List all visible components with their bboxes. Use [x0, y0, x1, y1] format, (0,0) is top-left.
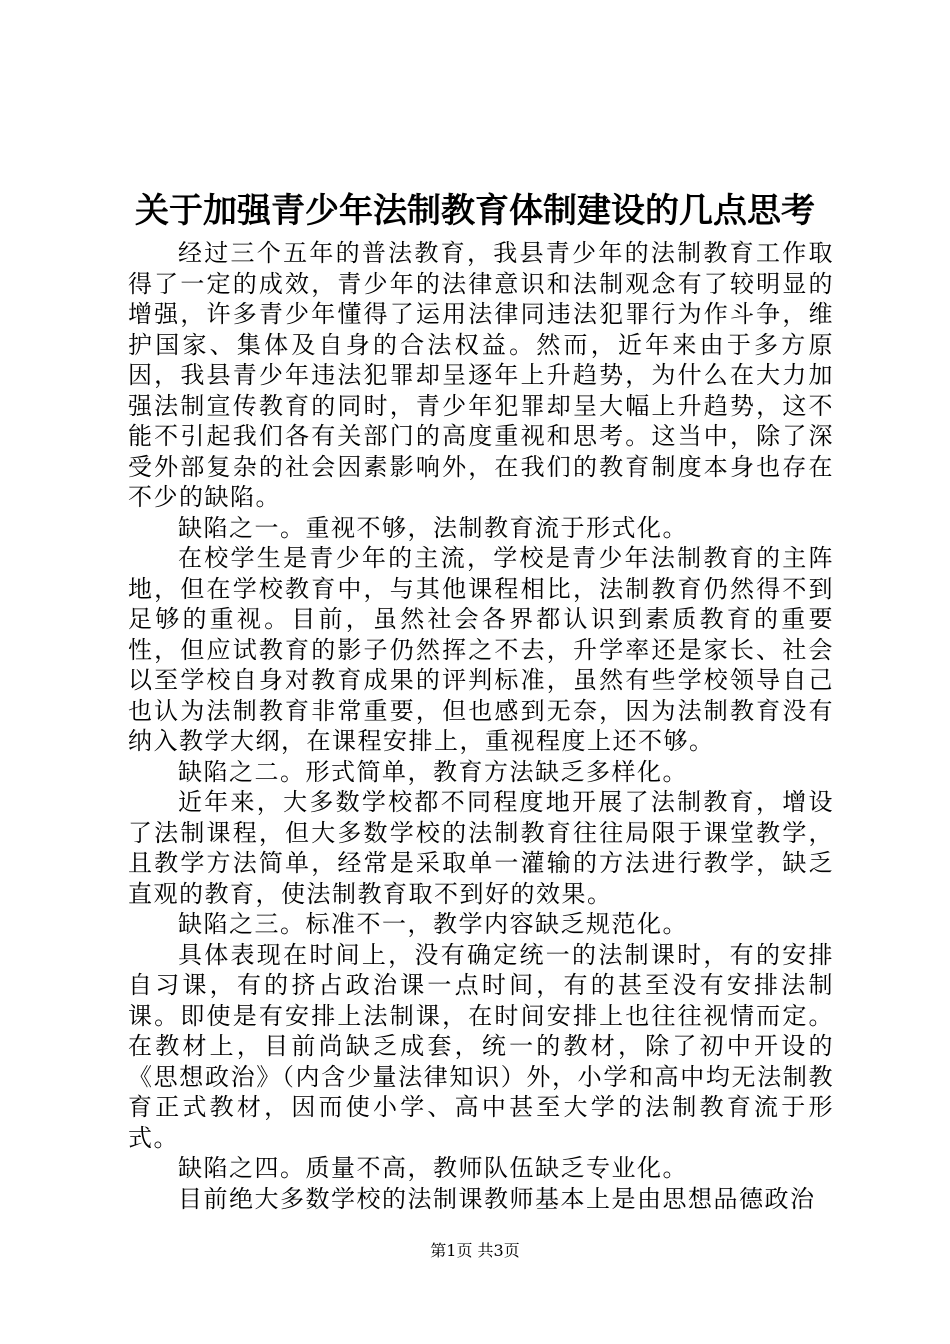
paragraph-defect-3: 具体表现在时间上，没有确定统一的法制课时，有的安排自习课，有的挤占政治课一点时间，有的甚至没有安排法制课。即使是有安排上法制课，在时间安排上也往往视情而定。在教材上，目前尚缺乏成套，统一的教材，除了初中开设的《思想政治》（内含少量法律知识）外，小学和高中均无法制教育正式教材，因而使小学、高中甚至大学的法制教育流于形式。 — [128, 940, 834, 1152]
page-number-footer: 第1页 共3页 — [430, 1241, 520, 1260]
document-title: 关于加强青少年法制教育体制建设的几点思考 — [135, 191, 815, 231]
document-body — [128, 238, 834, 1214]
heading-defect-3: 缺陷之三。标准不一，教学内容缺乏规范化。 — [178, 910, 688, 938]
heading-defect-1: 缺陷之一。重视不够，法制教育流于形式化。 — [178, 513, 688, 542]
heading-defect-2: 缺陷之二。形式简单，教育方法缺乏多样化。 — [178, 757, 688, 786]
paragraph-defect-1: 在校学生是青少年的主流，学校是青少年法制教育的主阵地，但在学校教育中，与其他课程相比，法制教育仍然得不到足够的重视。目前，虽然社会各界都认识到素质教育的重要性，但应试教育的影子仍然挥之不去，升学率还是家长、社会以至学校自身对教育成果的评判标准，虽然有些学校领导自己也认为法制教育非常重要，但也感到无奈，因为法制教育没有纳入教学大纲，在课程安排上，重视程度上还不够。 — [128, 544, 834, 755]
paragraph-defect-2: 近年来，大多数学校都不同程度地开展了法制教育，增设了法制课程，但大多数学校的法制教育往往局限于课堂教学，且教学方法简单，经常是采取单一灌输的方法进行教学，缺乏直观的教育，使法制教育取不到好的效果。 — [128, 788, 834, 908]
paragraph-intro: 经过三个五年的普法教育，我县青少年的法制教育工作取得了一定的成效，青少年的法律意识和法制观念有了较明显的增强，许多青少年懂得了运用法律同违法犯罪行为作斗争，维护国家、集体及自身的合法权益。然而，近年来由于多方原因，我县青少年违法犯罪却呈逐年上升趋势，为什么在大力加强法制宣传教育的同时，青少年犯罪却呈大幅上升趋势，这不能不引起我们各有关部门的高度重视和思考。这当中，除了深受外部复杂的社会因素影响外，在我们的教育制度本身也存在不少的缺陷。 — [128, 239, 834, 511]
paragraph-defect-4: 目前绝大多数学校的法制课教师基本上是由思想品德政治 — [178, 1184, 816, 1213]
heading-defect-4: 缺陷之四。质量不高，教师队伍缺乏专业化。 — [178, 1154, 688, 1182]
